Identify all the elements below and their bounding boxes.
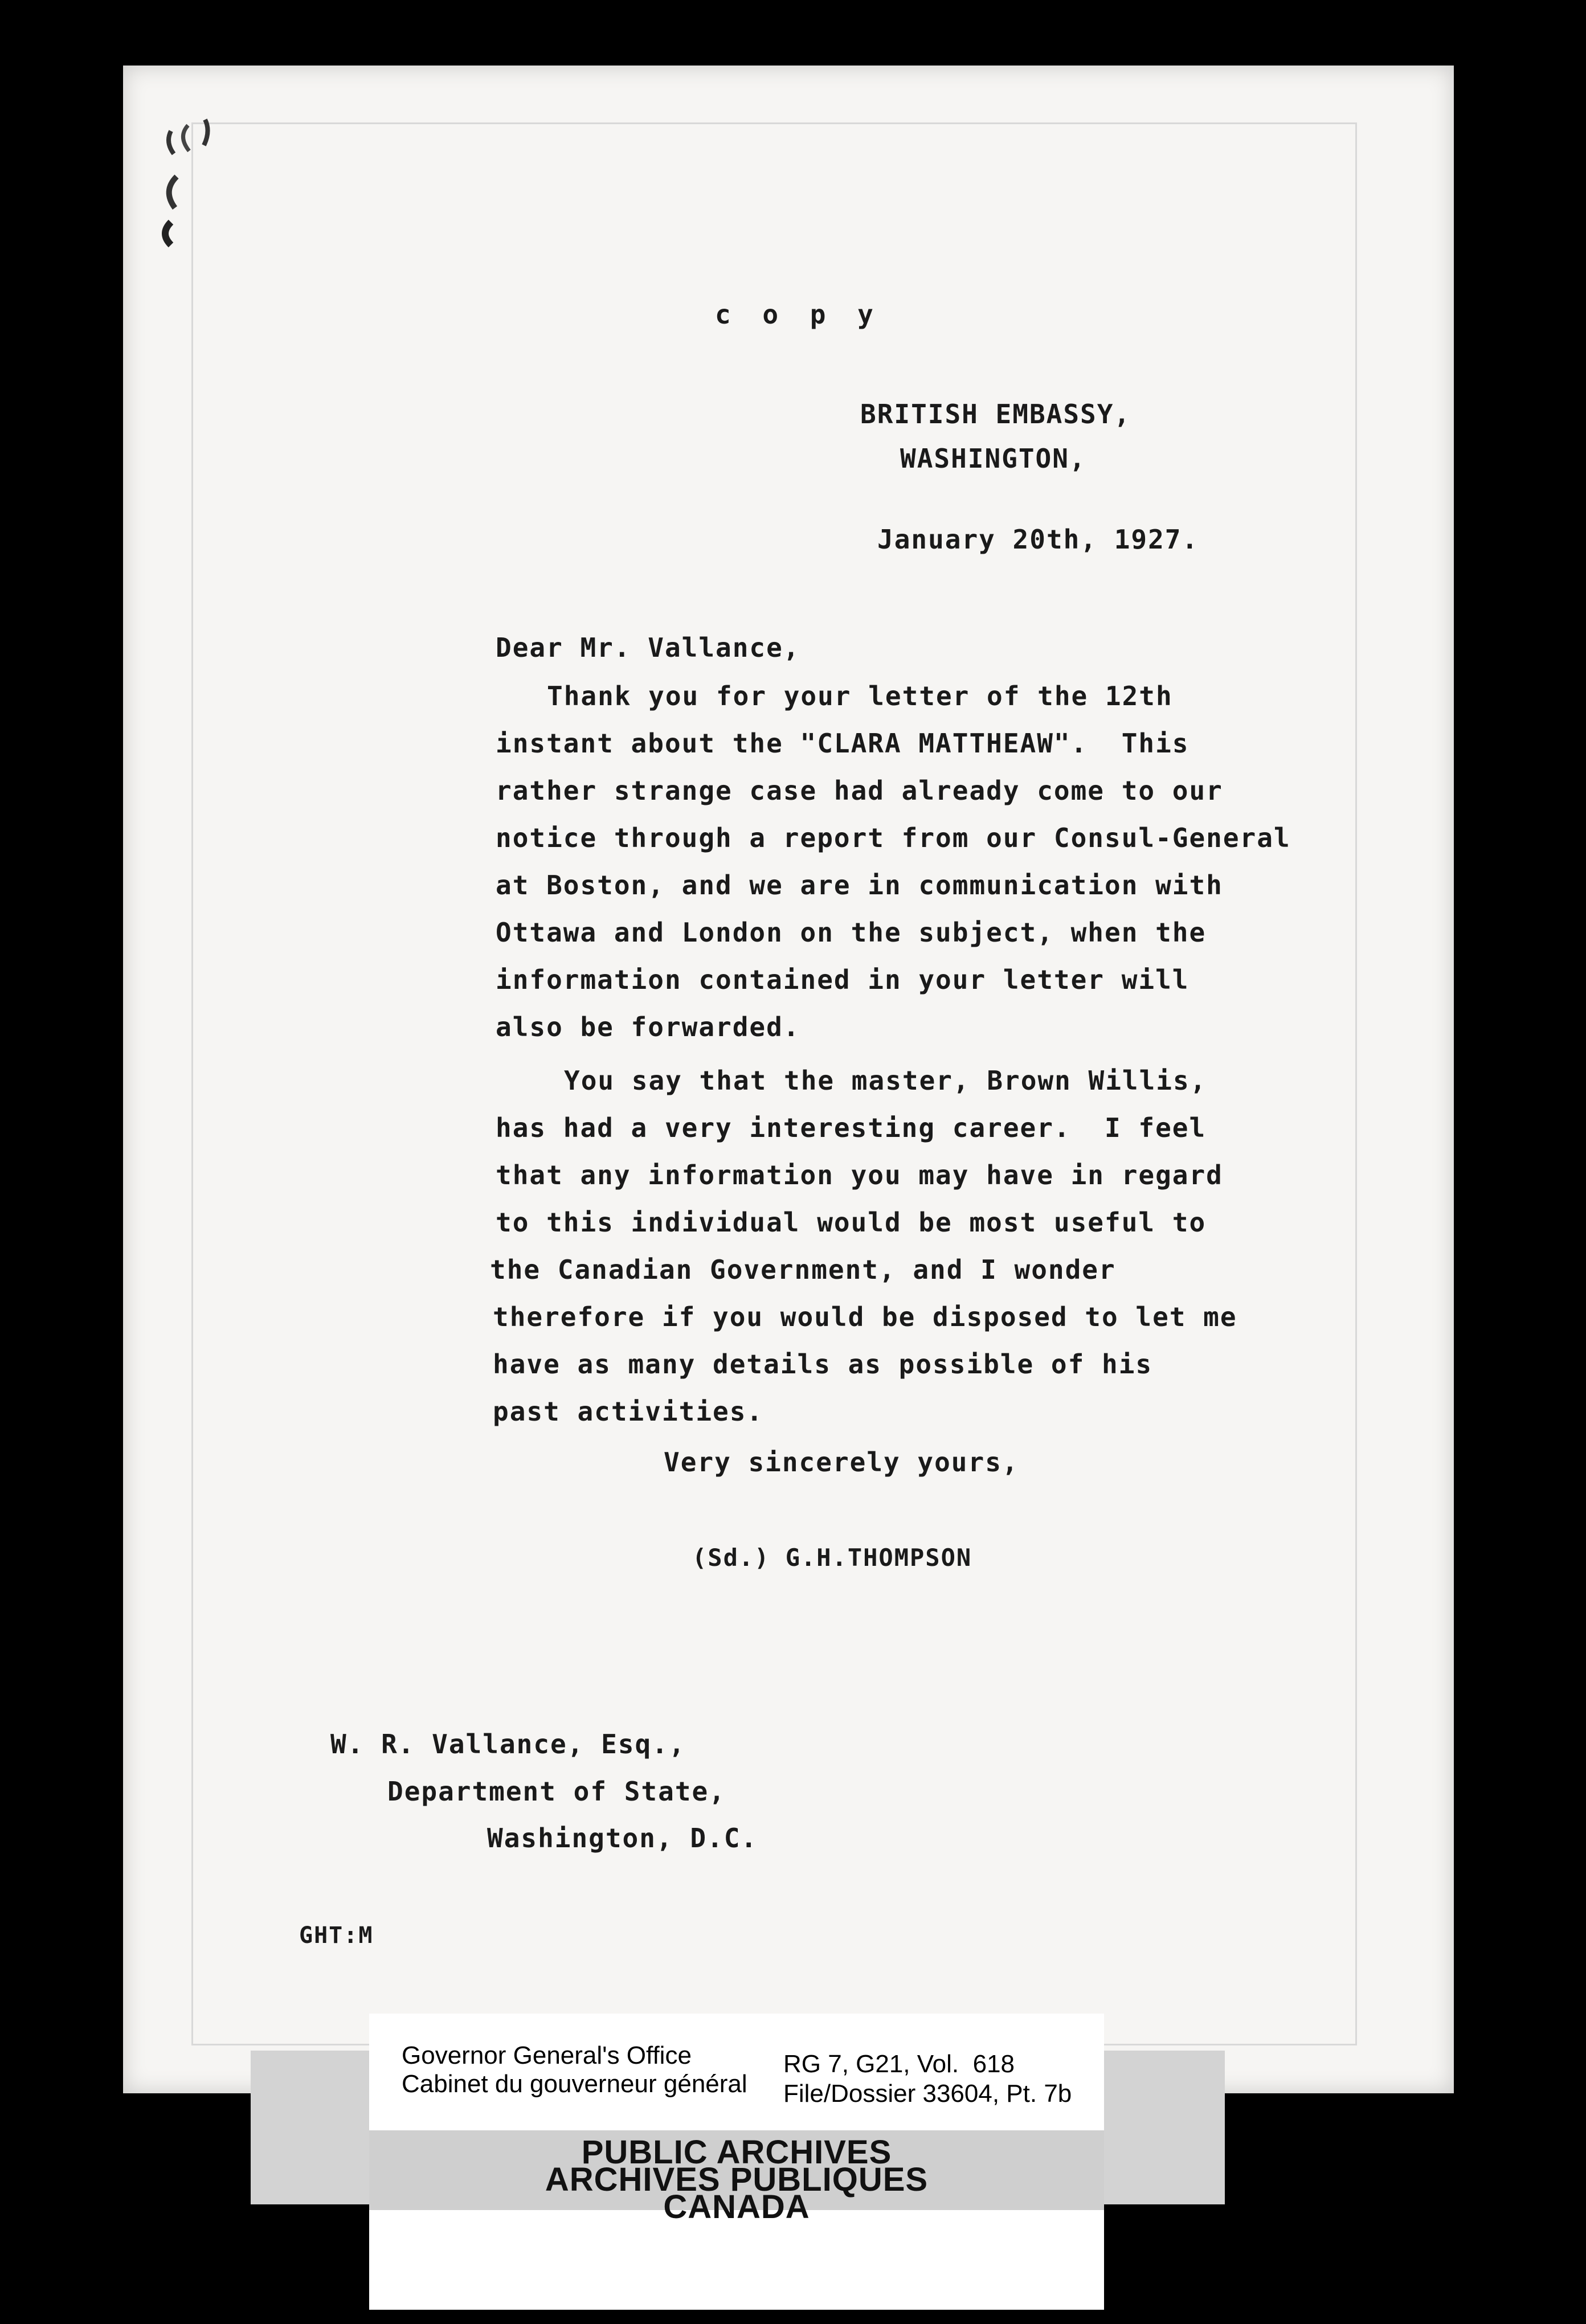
body-line: therefore if you would be disposed to let me	[493, 1302, 1237, 1332]
body-line: rather strange case had already come to our	[496, 775, 1223, 806]
recipient-city: Washington, D.C.	[487, 1823, 758, 1854]
body-line: also be forwarded.	[496, 1012, 800, 1042]
recipient-name: W. R. Vallance, Esq.,	[330, 1729, 686, 1760]
body-line: notice through a report from our Consul-General	[496, 823, 1291, 853]
office-fr: Cabinet du gouverneur général	[402, 2070, 747, 2098]
signature: (Sd.) G.H.THOMPSON	[692, 1544, 972, 1572]
sender-city: WASHINGTON,	[900, 443, 1086, 474]
body-line: to this individual would be most useful to	[496, 1207, 1207, 1238]
body-line: instant about the "CLARA MATTHEAW". This	[496, 728, 1190, 759]
label-backing-right	[1104, 2051, 1225, 2204]
body-line: Thank you for your letter of the 12th	[547, 681, 1173, 711]
stamp-line-2: ARCHIVES PUBLIQUES	[545, 2161, 929, 2198]
body-line: Ottawa and London on the subject, when the	[496, 917, 1207, 948]
letter-date: January 20th, 1927.	[877, 524, 1199, 555]
sender-org: BRITISH EMBASSY,	[860, 399, 1131, 429]
closing: Very sincerely yours,	[664, 1447, 1019, 1478]
body-line: at Boston, and we are in communication with	[496, 870, 1223, 901]
recipient-dept: Department of State,	[387, 1776, 726, 1807]
body-line: information contained in your letter will	[496, 964, 1190, 995]
stamp-line-1: PUBLIC ARCHIVES	[581, 2134, 892, 2171]
copy-label: c o p y	[715, 299, 881, 330]
office-en: Governor General's Office	[402, 2041, 692, 2069]
body-line: that any information you may have in regard	[496, 1160, 1223, 1190]
body-line: You say that the master, Brown Willis,	[564, 1065, 1207, 1096]
label-backing-left	[251, 2051, 370, 2204]
salutation: Dear Mr. Vallance,	[496, 632, 800, 663]
body-line: have as many details as possible of his	[493, 1349, 1153, 1380]
reference-initials: GHT:M	[299, 1922, 374, 1949]
archive-ref-1: RG 7, G21, Vol. 618	[783, 2050, 1015, 2078]
margin-marks	[154, 108, 245, 290]
body-line: past activities.	[493, 1396, 764, 1427]
body-line: the Canadian Government, and I wonder	[490, 1254, 1116, 1285]
body-line: has had a very interesting career. I feel	[496, 1112, 1207, 1143]
stamp-line-3: CANADA	[663, 2188, 810, 2225]
archive-ref-2: File/Dossier 33604, Pt. 7b	[783, 2080, 1072, 2108]
